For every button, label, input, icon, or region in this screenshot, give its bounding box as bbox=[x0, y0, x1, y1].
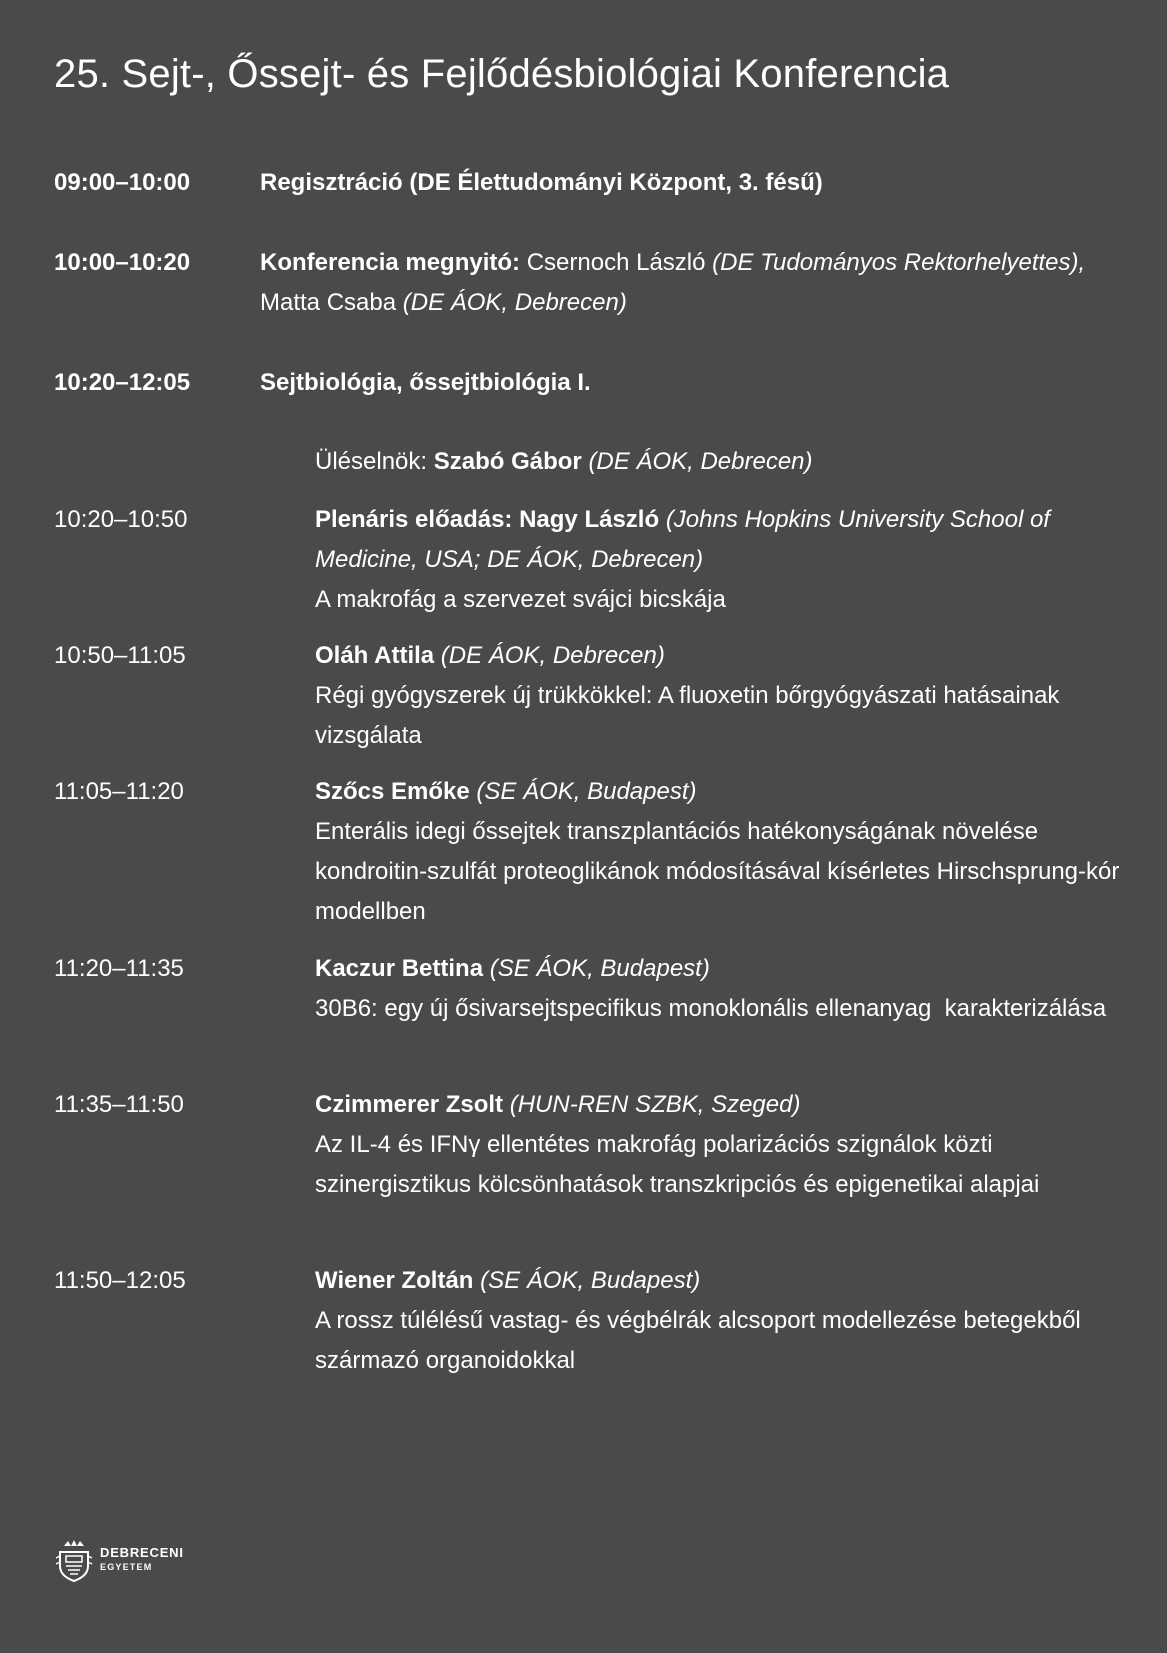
talk-title: Régi gyógyszerek új trükkökkel: A fluoxetin bőrgyógyászati hatásainak vizsgálata bbox=[315, 682, 1060, 749]
talk-body bbox=[315, 1261, 1127, 1381]
talk-time: 11:05–11:20 bbox=[54, 778, 184, 805]
talk-title: Enterális idegi őssejtek transzplantációs hatékonyságának növelése kondroitin-szulfát proteoglikánok módosításával kísérletes Hirschsprung-kór modellben bbox=[315, 818, 1120, 925]
talk-speaker: Kaczur Bettina bbox=[315, 955, 484, 982]
university-crest-icon bbox=[54, 1538, 94, 1582]
talk-time: 10:50–11:05 bbox=[54, 642, 186, 669]
block-text bbox=[260, 243, 1127, 323]
talk-affiliation: (DE ÁOK, Debrecen) bbox=[440, 642, 665, 669]
talk-time: 11:35–11:50 bbox=[54, 1091, 184, 1118]
chair-label: Üléselnök: bbox=[315, 448, 428, 475]
opening-person-2: Matta Csaba bbox=[260, 289, 397, 316]
session-chair bbox=[315, 442, 813, 482]
talk-time: 10:20–10:50 bbox=[54, 506, 188, 533]
block-time: 09:00–10:00 bbox=[54, 169, 191, 196]
talk-speaker: Nagy László bbox=[519, 506, 660, 533]
talk-body bbox=[315, 500, 1127, 620]
talk-speaker: Czimmerer Zsolt bbox=[315, 1091, 504, 1118]
opening-label: Konferencia megnyitó: bbox=[260, 249, 521, 276]
university-logo bbox=[54, 1538, 184, 1582]
talk-body bbox=[315, 772, 1127, 932]
talk-affiliation: (Johns Hopkins University School of Medicine, USA; DE ÁOK, Debrecen) bbox=[315, 506, 1050, 573]
talk-affiliation: (SE ÁOK, Budapest) bbox=[476, 778, 697, 805]
talk-speaker: Szőcs Emőke bbox=[315, 778, 470, 805]
talk-speaker: Wiener Zoltán bbox=[315, 1267, 474, 1294]
talk-speaker: Oláh Attila bbox=[315, 642, 435, 669]
block-time: 10:00–10:20 bbox=[54, 249, 191, 276]
opening-affiliation-2: (DE ÁOK, Debrecen) bbox=[402, 289, 627, 316]
talk-body bbox=[315, 636, 1127, 756]
opening-person-1: Csernoch László bbox=[526, 249, 706, 276]
chair-name: Szabó Gábor bbox=[433, 448, 582, 475]
chair-affiliation: (DE ÁOK, Debrecen) bbox=[588, 448, 813, 475]
talk-title: 30B6: egy új ősivarsejtspecifikus monoklonális ellenanyag karakterizálása bbox=[315, 995, 1107, 1022]
talk-body bbox=[315, 949, 1127, 1029]
logo-line-2: EGYETEM bbox=[100, 1562, 153, 1572]
talk-prefix: Plenáris előadás: bbox=[315, 506, 520, 533]
talk-title: Az IL-4 és IFNγ ellentétes makrofág polarizációs szignálok közti szinergisztikus kölcsönhatások transzkripciós és epigenetikai alapjai bbox=[315, 1131, 1040, 1198]
talk-time: 11:50–12:05 bbox=[54, 1267, 186, 1294]
talk-affiliation: (SE ÁOK, Budapest) bbox=[489, 955, 710, 982]
opening-affiliation-1: (DE Tudományos Rektorhelyettes), bbox=[712, 249, 1086, 276]
talk-affiliation: (HUN-REN SZBK, Szeged) bbox=[509, 1091, 801, 1118]
logo-wordmark bbox=[100, 1545, 184, 1575]
talk-time: 11:20–11:35 bbox=[54, 955, 184, 982]
block-text: Regisztráció (DE Élettudományi Központ, 3. fésű) bbox=[260, 169, 823, 196]
talk-title: A makrofág a szervezet svájci bicskája bbox=[315, 586, 726, 613]
talk-body bbox=[315, 1085, 1127, 1205]
talk-affiliation: (SE ÁOK, Budapest) bbox=[480, 1267, 701, 1294]
logo-line-1: DEBRECENI bbox=[100, 1545, 184, 1560]
page-title: 25. Sejt-, Őssejt- és Fejlődésbiológiai Konferencia bbox=[54, 52, 950, 96]
block-time: 10:20–12:05 bbox=[54, 369, 191, 396]
talk-title: A rossz túlélésű vastag- és végbélrák alcsoport modellezése betegekből származó organoidokkal bbox=[315, 1307, 1081, 1374]
session-title: Sejtbiológia, őssejtbiológia I. bbox=[260, 369, 591, 396]
